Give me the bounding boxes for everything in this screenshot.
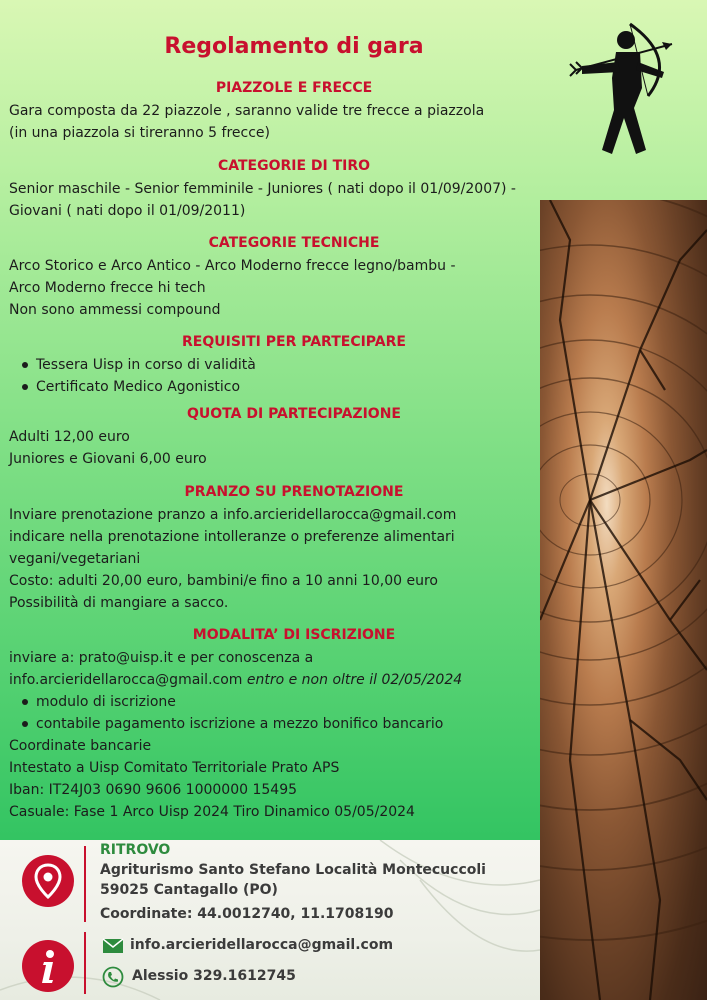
modalita-line: Coordinate bancarie [9,738,152,754]
modalita-bullet: contabile pagamento iscrizione a mezzo bonifico bancario [36,713,443,735]
pranzo-line: indicare nella prenotazione intolleranze o preferenze alimentari [9,529,455,545]
contact-email[interactable]: info.arcieridellarocca@gmail.com [130,937,394,953]
pranzo-line: Possibilità di mangiare a sacco. [9,595,229,611]
info-icon [22,940,74,992]
modalita-line: inviare a: prato@uisp.it e per conoscenza a [9,650,314,666]
address-line: Agriturismo Santo Stefano Località Montecuccoli [100,862,486,878]
modalita-line: Intestato a Uisp Comitato Territoriale Prato APS [9,760,340,776]
phone-icon [102,966,124,988]
footer-divider [84,932,86,994]
footer-divider [84,846,86,922]
modalita-bullet: modulo di iscrizione [36,691,176,713]
requisiti-bullet: Certificato Medico Agonistico [36,376,240,398]
categorie-tecniche-line: Arco Moderno frecce hi tech [9,280,206,296]
contact-phone[interactable]: Alessio 329.1612745 [132,968,296,984]
categorie-tiro-line: Senior maschile - Senior femminile - Juniores ( nati dopo il 01/09/2007) - [9,181,516,197]
wood-texture-image [540,200,707,1000]
piazzole-line: (in una piazzola si tireranno 5 frecce) [9,125,270,141]
ritrovo-label: RITROVO [100,842,171,858]
heading-quota: QUOTA DI PARTECIPAZIONE [187,406,401,422]
location-pin-icon [22,855,74,907]
piazzole-line: Gara composta da 22 piazzole , saranno valide tre frecce a piazzola [9,103,485,119]
heading-modalita: MODALITA’ DI ISCRIZIONE [192,627,396,643]
modalita-deadline: entro e non oltre il 02/05/2024 [246,672,463,688]
pranzo-line: Costo: adulti 20,00 euro, bambini/e fino a 10 anni 10,00 euro [9,573,438,589]
modalita-email: info.arcieridellarocca@gmail.com [9,672,247,688]
requisiti-bullet: Tessera Uisp in corso di validità [36,354,256,376]
mail-icon [102,938,124,954]
modalita-line: Iban: IT24J03 0690 9606 1000000 15495 [9,782,298,798]
heading-requisiti: REQUISITI PER PARTECIPARE [182,334,406,350]
page-title: Regolamento di gara [164,34,424,59]
modalita-line-deadline [9,669,462,691]
modalita-line: Casuale: Fase 1 Arco Uisp 2024 Tiro Dinamico 05/05/2024 [9,804,415,820]
heading-pranzo: PRANZO SU PRENOTAZIONE [184,484,404,500]
heading-categorie-tecniche: CATEGORIE TECNICHE [208,235,380,251]
quota-line: Juniores e Giovani 6,00 euro [9,451,207,467]
pranzo-line: vegani/vegetariani [9,551,141,567]
categorie-tiro-line: Giovani ( nati dopo il 01/09/2011) [9,203,246,219]
quota-line: Adulti 12,00 euro [9,429,130,445]
heading-categorie-tiro: CATEGORIE DI TIRO [217,158,371,174]
categorie-tecniche-line: Non sono ammessi compound [9,302,221,318]
coordinates: Coordinate: 44.0012740, 11.1708190 [100,906,394,922]
address-line: 59025 Cantagallo (PO) [100,882,278,898]
heading-piazzole: PIAZZOLE E FRECCE [215,80,373,96]
categorie-tecniche-line: Arco Storico e Arco Antico - Arco Moderno frecce legno/bambu - [9,258,456,274]
pranzo-line: Inviare prenotazione pranzo a info.arcieridellarocca@gmail.com [9,507,457,523]
